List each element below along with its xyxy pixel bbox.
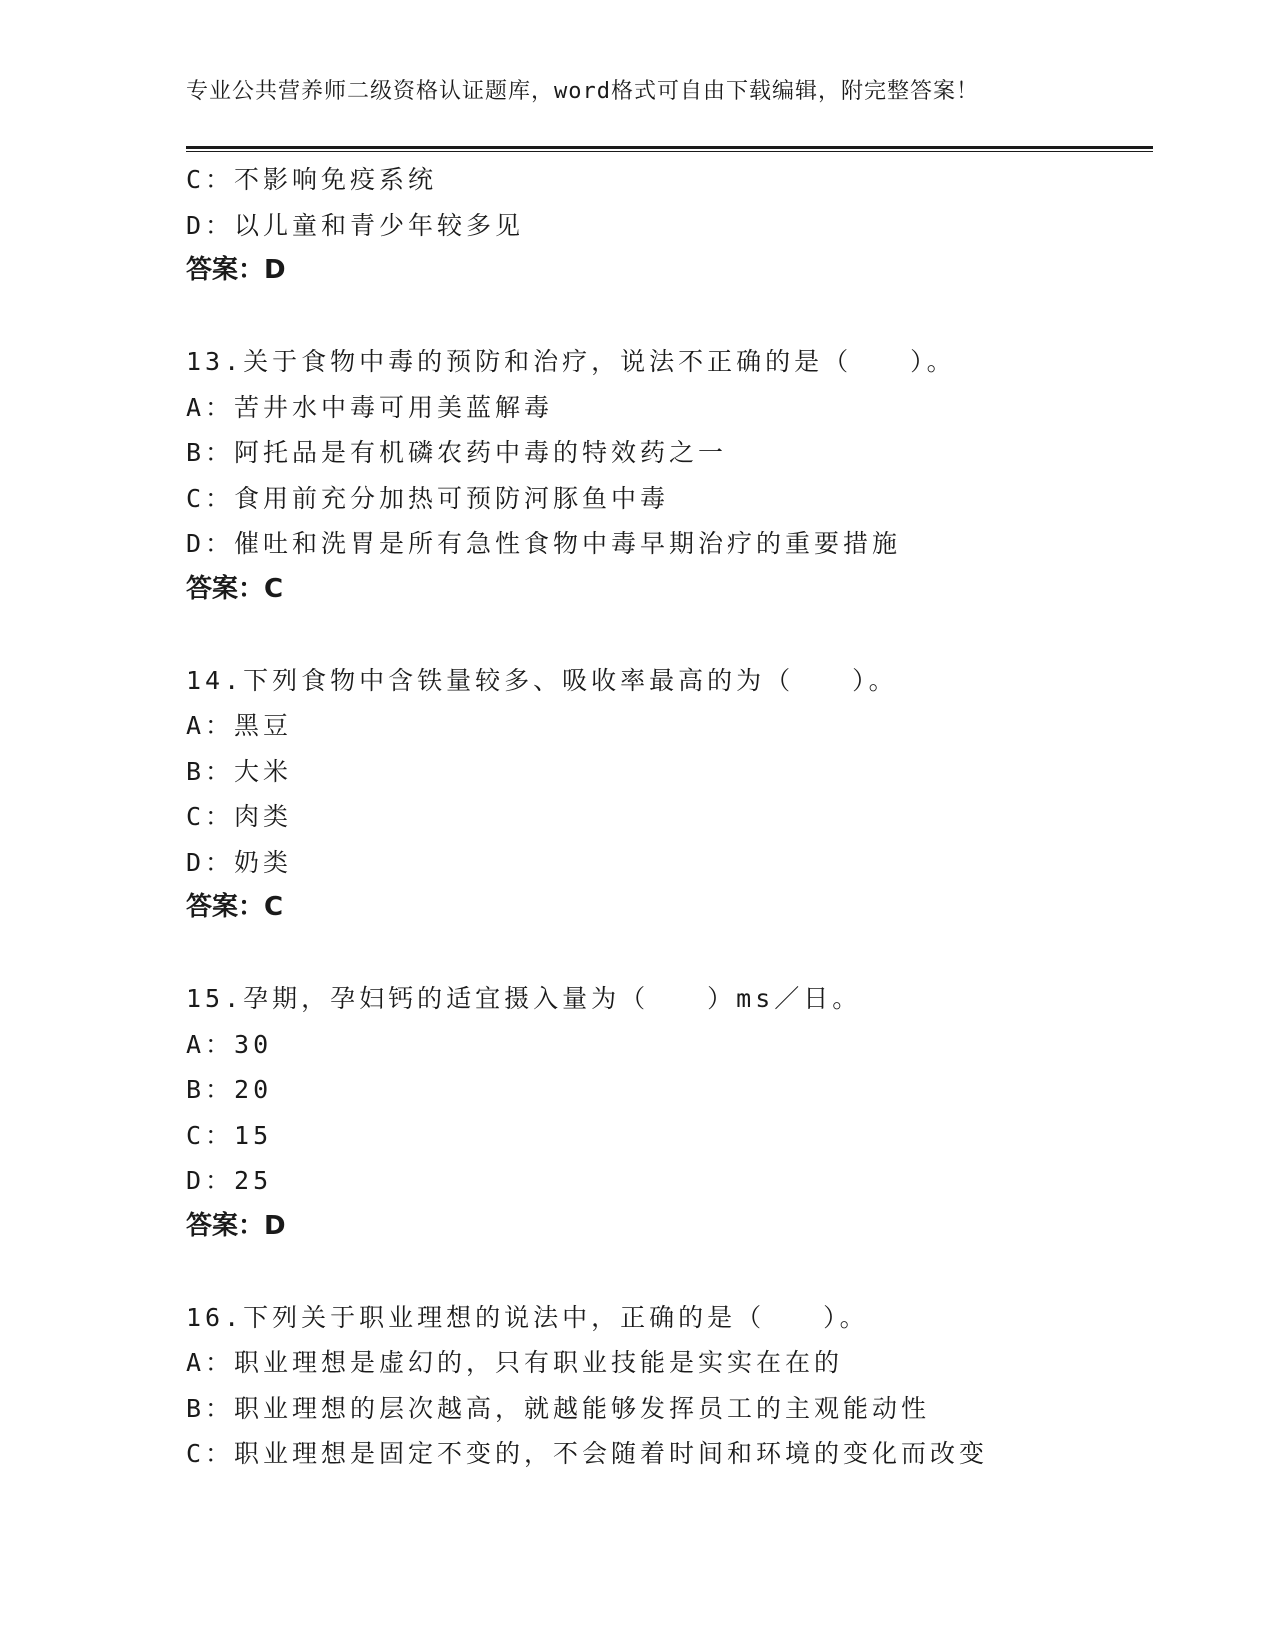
question-12-tail bbox=[186, 157, 1146, 294]
option-b: B：20 bbox=[186, 1075, 273, 1104]
option-b: B：阿托品是有机磷农药中毒的特效药之一 bbox=[186, 438, 728, 467]
question-text: 16.下列关于职业理想的说法中，正确的是（ ）。 bbox=[186, 1302, 869, 1332]
option-a: A：30 bbox=[186, 1029, 273, 1059]
spacer bbox=[186, 294, 1146, 340]
option-a: A：职业理想是虚幻的，只有职业技能是实实在在的 bbox=[186, 1348, 844, 1377]
question-16 bbox=[186, 1295, 1146, 1477]
header-rule-thin bbox=[186, 151, 1153, 152]
option-b: B：大米 bbox=[186, 756, 293, 786]
question-content bbox=[186, 157, 1146, 1477]
question-14 bbox=[186, 658, 1146, 931]
question-13 bbox=[186, 339, 1146, 612]
spacer bbox=[186, 1249, 1146, 1295]
option-c: C：肉类 bbox=[186, 802, 293, 831]
option-a: A：苦井水中毒可用美蓝解毒 bbox=[186, 392, 554, 422]
option-c: C：不影响免疫系统 bbox=[186, 165, 438, 194]
question-text: 14.下列食物中含铁量较多、吸收率最高的为（ ）。 bbox=[186, 665, 898, 695]
question-text: 15.孕期，孕妇钙的适宜摄入量为（ ）ms／日。 bbox=[186, 984, 862, 1013]
header-rule-thick bbox=[186, 146, 1153, 149]
answer: 答案：C bbox=[186, 573, 284, 604]
page-header: 专业公共营养师二级资格认证题库，word格式可自由下载编辑，附完整答案！ bbox=[186, 79, 979, 104]
option-c: C：15 bbox=[186, 1120, 273, 1150]
answer: 答案：D bbox=[186, 1210, 286, 1241]
question-15 bbox=[186, 976, 1146, 1249]
option-d: D：25 bbox=[186, 1166, 273, 1195]
option-d: D：奶类 bbox=[186, 847, 293, 877]
spacer bbox=[186, 612, 1146, 658]
option-c: C：食用前充分加热可预防河豚鱼中毒 bbox=[186, 483, 670, 513]
option-d: D：催吐和洗胃是所有急性食物中毒早期治疗的重要措施 bbox=[186, 529, 902, 558]
answer: 答案：D bbox=[186, 255, 286, 285]
question-text: 13.关于食物中毒的预防和治疗，说法不正确的是（ ）。 bbox=[186, 347, 956, 376]
option-c: C：职业理想是固定不变的，不会随着时间和环境的变化而改变 bbox=[186, 1439, 989, 1468]
answer: 答案：C bbox=[186, 892, 284, 922]
option-d: D：以儿童和青少年较多见 bbox=[186, 210, 525, 240]
spacer bbox=[186, 931, 1146, 977]
option-b: B：职业理想的层次越高，就越能够发挥员工的主观能动性 bbox=[186, 1393, 931, 1423]
option-a: A：黑豆 bbox=[186, 711, 293, 740]
